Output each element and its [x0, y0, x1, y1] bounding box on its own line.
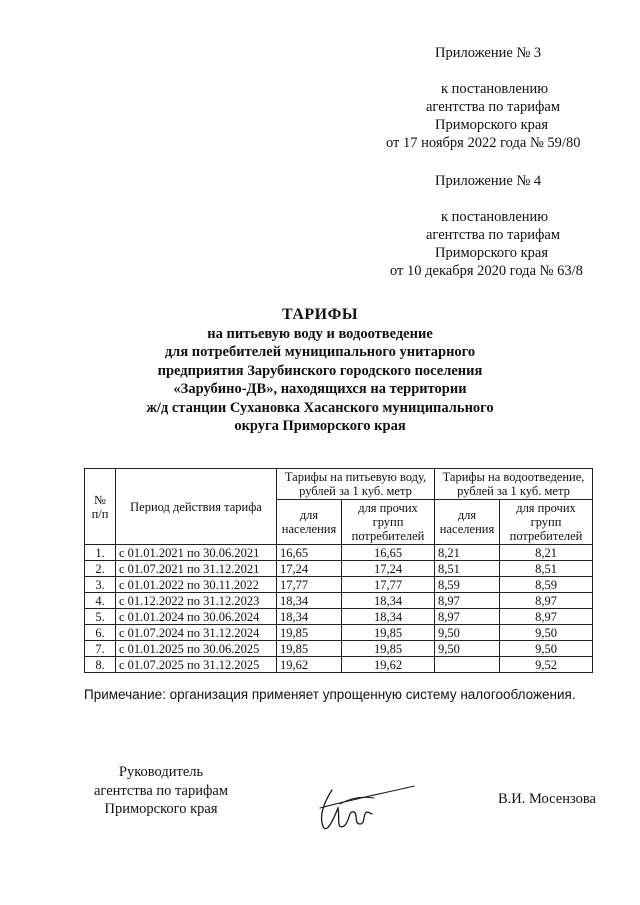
water-population: 18,34	[277, 593, 342, 609]
col-header-num: № п/п	[85, 469, 116, 545]
row-period: с 01.01.2024 по 30.06.2024	[116, 609, 277, 625]
appendix-4-line1: к постановлению	[441, 209, 549, 225]
appendix-3-line2: агентства по тарифам	[426, 99, 560, 115]
title-line: предприятия Зарубинского городского поселения	[157, 362, 483, 379]
water-other: 19,85	[342, 641, 435, 657]
title-heading: ТАРИФЫ	[281, 306, 359, 323]
row-num: 1.	[85, 545, 116, 561]
appendix-4-title: Приложение № 4	[435, 173, 542, 189]
row-period: с 01.01.2025 по 30.06.2025	[116, 641, 277, 657]
sewer-population: 9,50	[435, 625, 500, 641]
row-period: с 01.01.2021 по 30.06.2021	[116, 545, 277, 561]
row-num: 4.	[85, 593, 116, 609]
appendix-4-line4: от 10 декабря 2020 года № 63/8	[390, 263, 583, 279]
table-row	[85, 609, 593, 625]
appendix-3-line1: к постановлению	[441, 81, 549, 97]
row-period: с 01.07.2024 по 31.12.2024	[116, 625, 277, 641]
row-num: 6.	[85, 625, 116, 641]
sewer-other: 9,50	[500, 641, 593, 657]
sewer-population: 8,97	[435, 593, 500, 609]
sewer-other: 8,59	[500, 577, 593, 593]
title-line: для потребителей муниципального унитарного	[164, 344, 476, 360]
sewer-other: 8,97	[500, 593, 593, 609]
table-row	[85, 545, 593, 561]
table-row	[85, 657, 593, 673]
water-other: 17,24	[342, 561, 435, 577]
table-row	[85, 593, 593, 609]
signatory-line3: Приморского края	[104, 801, 218, 817]
row-period: с 01.07.2021 по 31.12.2021	[116, 561, 277, 577]
row-num: 2.	[85, 561, 116, 577]
water-population: 18,34	[277, 609, 342, 625]
sewer-population: 8,51	[435, 561, 500, 577]
water-other: 18,34	[342, 609, 435, 625]
row-period: с 01.01.2022 по 30.11.2022	[116, 577, 277, 593]
water-population: 17,24	[277, 561, 342, 577]
title-line: «Зарубино-ДВ», находящихся на территории	[173, 381, 467, 397]
tariff-table	[84, 468, 593, 673]
sub-header-water-other: для прочих групп потребителей	[342, 500, 435, 545]
water-population: 19,85	[277, 641, 342, 657]
signatory-name: В.И. Мосензова	[498, 791, 596, 807]
row-period: с 01.12.2022 по 31.12.2023	[116, 593, 277, 609]
sewer-population: 8,97	[435, 609, 500, 625]
row-period: с 01.07.2025 по 31.12.2025	[116, 657, 277, 673]
col-header-period: Период действия тарифа	[116, 469, 277, 545]
sub-header-sewer-other: для прочих групп потребителей	[500, 500, 593, 545]
signatory-line1: Руководитель	[118, 764, 204, 780]
sewer-other: 9,50	[500, 625, 593, 641]
water-population: 19,62	[277, 657, 342, 673]
col-group-water: Тарифы на питьевую воду, рублей за 1 куб. метр	[277, 469, 435, 500]
sewer-other: 9,52	[500, 657, 593, 673]
appendix-4-line2: агентства по тарифам	[426, 227, 560, 243]
appendix-4-line3: Приморского края	[435, 245, 549, 261]
water-other: 19,85	[342, 625, 435, 641]
tax-note: Примечание: организация применяет упрощенную систему налогообложения.	[84, 687, 576, 702]
signatory-title	[86, 763, 236, 819]
row-num: 5.	[85, 609, 116, 625]
title-line: округа Приморского края	[234, 418, 406, 434]
sewer-population	[435, 657, 500, 673]
sub-header-water-population: для населения	[277, 500, 342, 545]
title-line: ж/д станции Сухановка Хасанского муниципального	[146, 399, 494, 416]
row-num: 7.	[85, 641, 116, 657]
appendix-3-line3: Приморского края	[435, 117, 549, 133]
water-other: 17,77	[342, 577, 435, 593]
document-title	[0, 306, 640, 436]
water-other: 16,65	[342, 545, 435, 561]
row-num: 8.	[85, 657, 116, 673]
sub-header-sewer-population: для населения	[435, 500, 500, 545]
sewer-other: 8,97	[500, 609, 593, 625]
water-population: 17,77	[277, 577, 342, 593]
sewer-other: 8,21	[500, 545, 593, 561]
sewer-population: 8,59	[435, 577, 500, 593]
table-row	[85, 577, 593, 593]
water-other: 19,62	[342, 657, 435, 673]
col-group-sewer: Тарифы на водоотведение, рублей за 1 куб. метр	[435, 469, 593, 500]
table-row	[85, 641, 593, 657]
title-line: на питьевую воду и водоотведение	[207, 325, 433, 342]
handwritten-signature	[310, 778, 420, 838]
sewer-population: 8,21	[435, 545, 500, 561]
row-num: 3.	[85, 577, 116, 593]
table-row	[85, 625, 593, 641]
appendix-3-line4: от 17 ноября 2022 года № 59/80	[386, 135, 581, 151]
signatory-line2: агентства по тарифам	[94, 782, 228, 799]
water-population: 16,65	[277, 545, 342, 561]
water-population: 19,85	[277, 625, 342, 641]
water-other: 18,34	[342, 593, 435, 609]
sewer-population: 9,50	[435, 641, 500, 657]
sewer-other: 8,51	[500, 561, 593, 577]
appendix-3-title: Приложение № 3	[435, 45, 542, 61]
table-row	[85, 561, 593, 577]
